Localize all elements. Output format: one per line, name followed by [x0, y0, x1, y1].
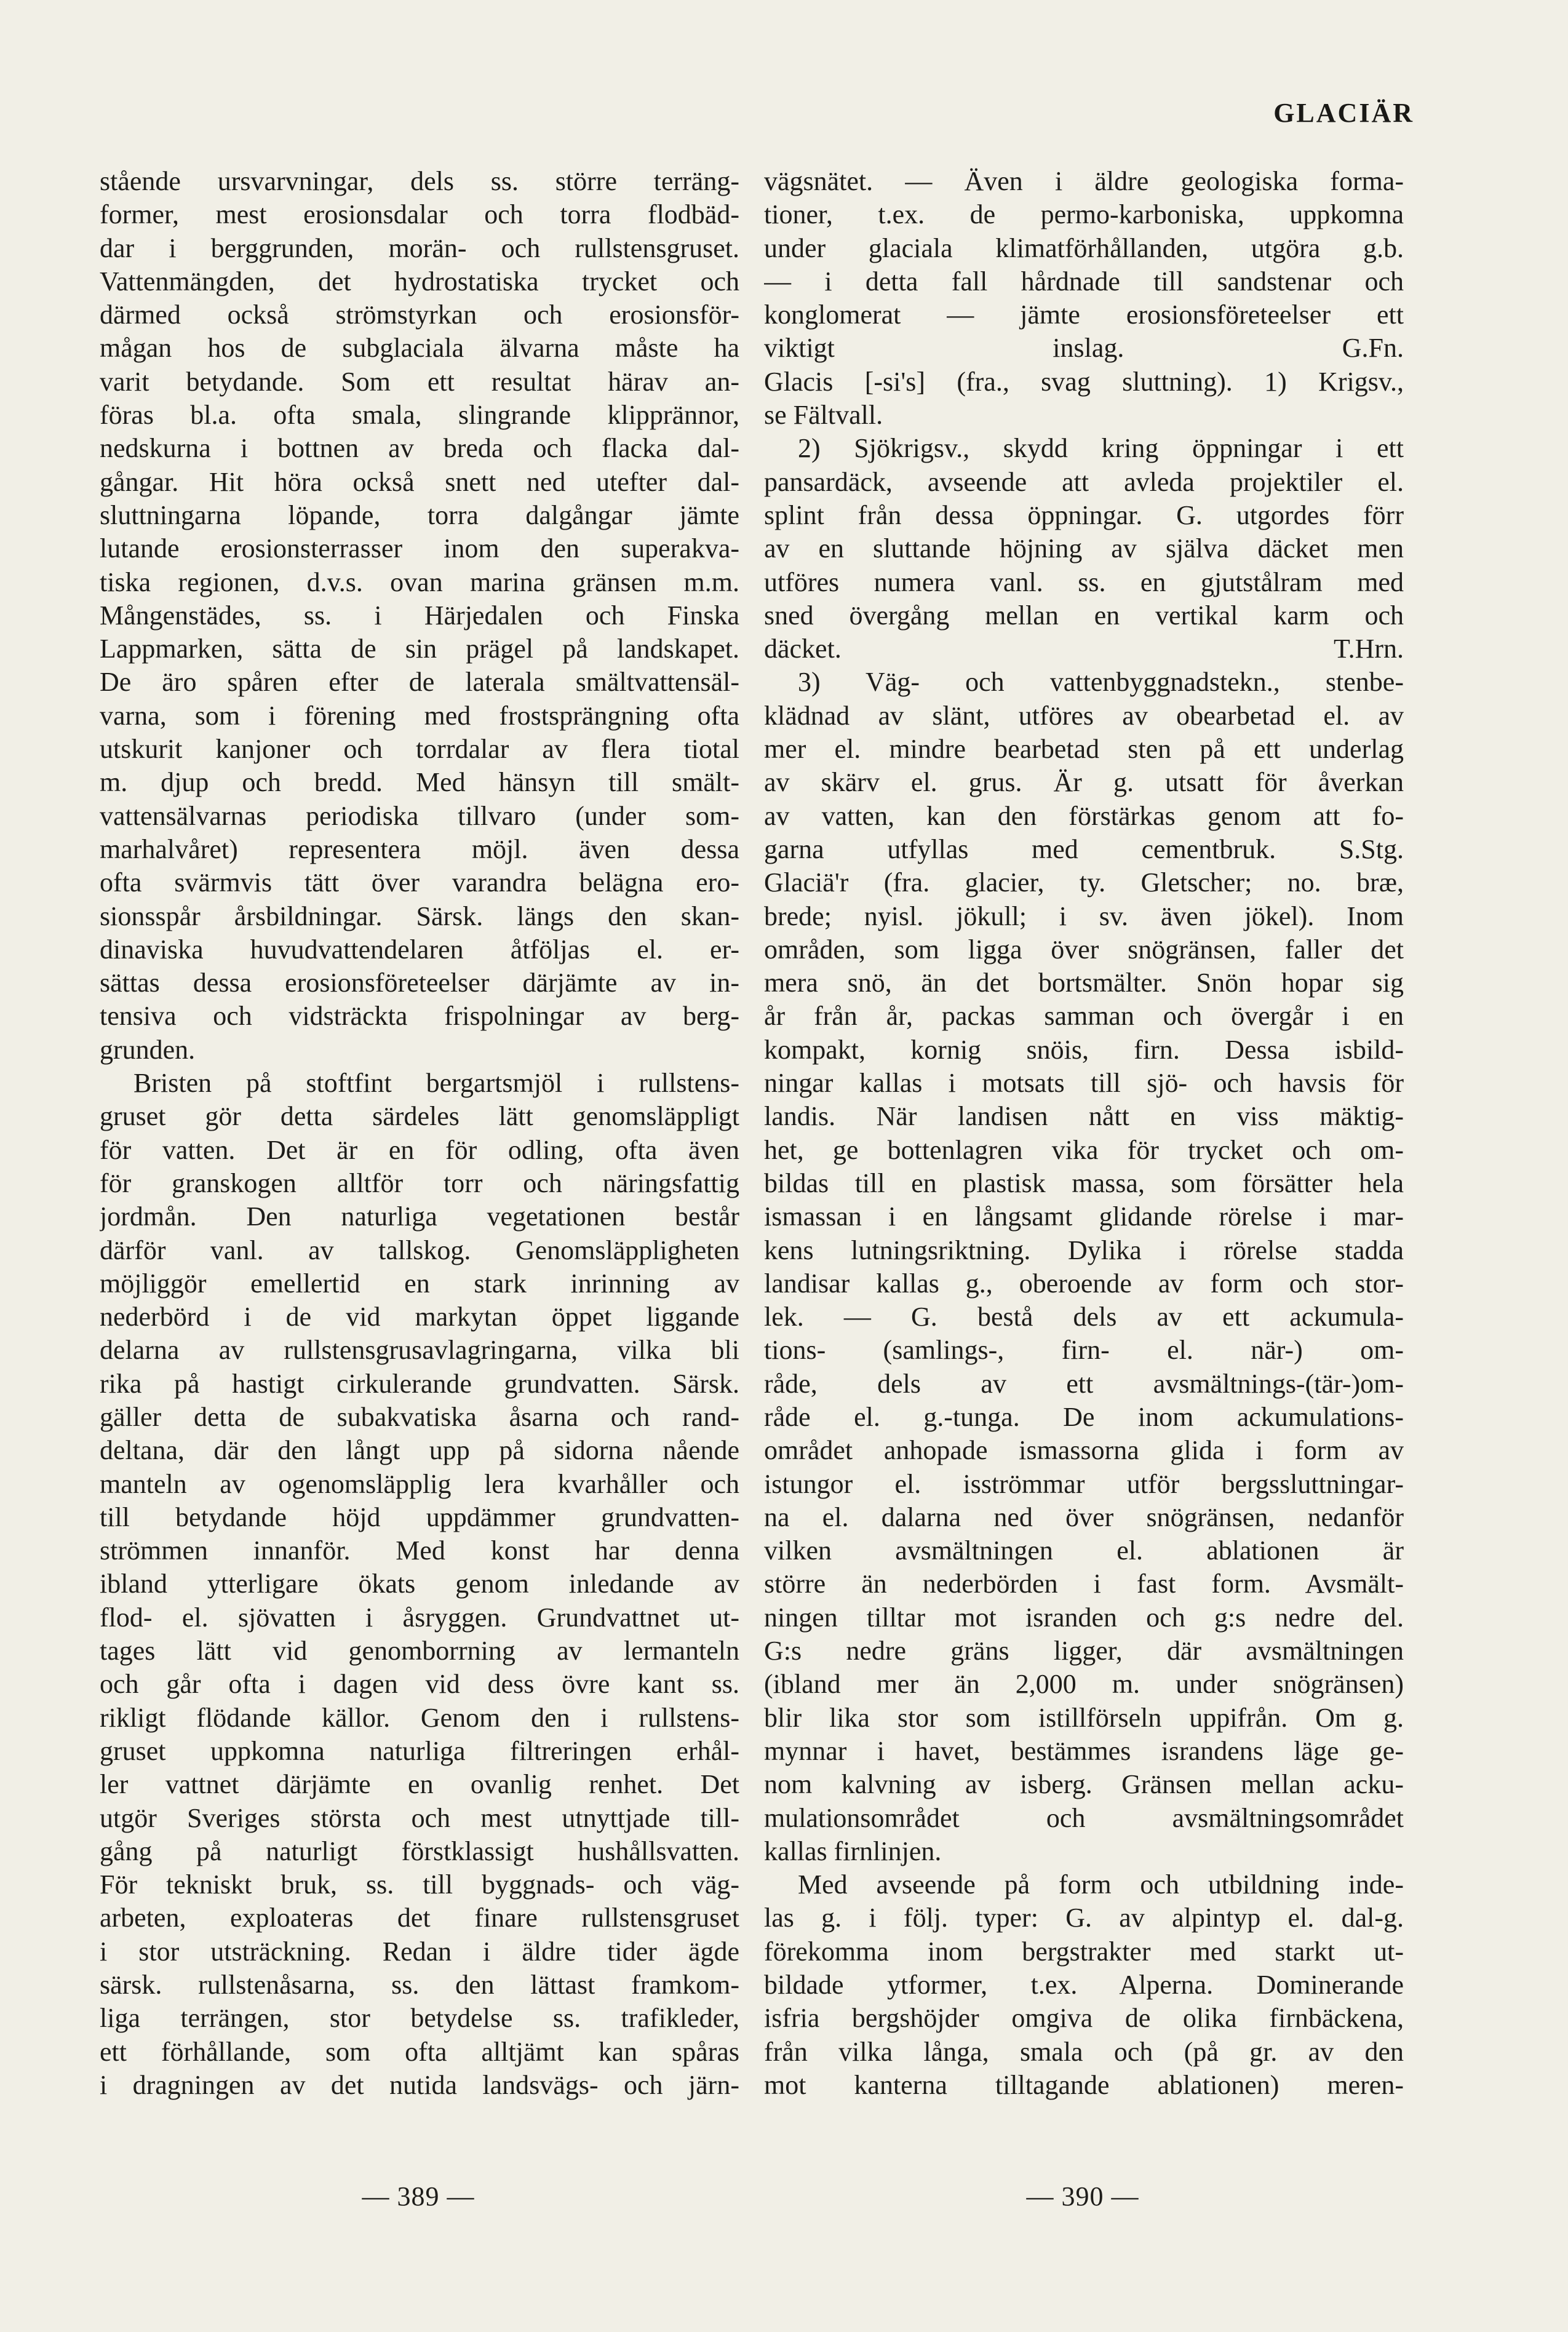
- text-line: råde el. g.-tunga. De inom ackumulations-: [764, 1401, 1404, 1432]
- text-line: bildade ytformer, t.ex. Alperna. Dominerande: [764, 1970, 1404, 2000]
- text-line: utföres numera vanl. ss. en gjutstålram med: [764, 567, 1404, 597]
- text-line: större än nederbörden i fast form. Avsmält-: [764, 1569, 1404, 1599]
- right-column: [764, 165, 1404, 2102]
- text-line: nederbörd i de vid markytan öppet liggande: [100, 1302, 739, 1332]
- text-line: från vilka långa, smala och (på gr. av den: [764, 2036, 1404, 2067]
- text-line: kompakt, kornig snöis, firn. Dessa isbild-: [764, 1034, 1404, 1065]
- text-line: under glaciala klimatförhållanden, utgöra g.b.: [764, 233, 1404, 263]
- text-line: garna utfyllas med cementbruk. S.Stg.: [764, 834, 1404, 864]
- text-line: na el. dalarna ned över snögränsen, nedanför: [764, 1502, 1404, 1532]
- text-line: arbeten, exploateras det finare rullstensgruset: [100, 1903, 739, 1933]
- text-line: gruset gör detta särdeles lätt genomsläppligt: [100, 1101, 739, 1132]
- text-line: rikligt flödande källor. Genom den i rullstens-: [100, 1702, 739, 1733]
- text-line: ismassan i en långsamt glidande rörelse i mar-: [764, 1201, 1404, 1232]
- text-line: (ibland mer än 2,000 m. under snögränsen): [764, 1669, 1404, 1700]
- text-line: däcket. T.Hrn.: [764, 634, 1404, 664]
- text-line: Glacis [-si's] (fra., svag sluttning). 1) Krigsv.,: [764, 366, 1404, 397]
- text-line: nedskurna i bottnen av breda och flacka dal-: [100, 433, 739, 464]
- text-line: varna, som i förening med frostsprängning ofta: [100, 700, 739, 731]
- text-line: råde, dels av ett avsmältnings-(tär-)om-: [764, 1368, 1404, 1399]
- text-line: deltana, där den långt upp på sidorna nående: [100, 1435, 739, 1466]
- text-line: sluttningarna löpande, torra dalgångar jämte: [100, 499, 739, 530]
- text-line: klädnad av slänt, utföres av obearbetad el. av: [764, 700, 1404, 731]
- text-line: mågan hos de subglaciala älvarna måste ha: [100, 333, 739, 364]
- text-line: pansardäck, avseende att avleda projektiler el.: [764, 466, 1404, 497]
- text-line: sned övergång mellan en vertikal karm och: [764, 600, 1404, 631]
- text-line: varit betydande. Som ett resultat härav an-: [100, 366, 739, 397]
- text-line: istungor el. isströmmar utför bergssluttningar-: [764, 1468, 1404, 1499]
- page-number-right: — 390 —: [1026, 2181, 1139, 2211]
- text-line: tions- (samlings-, firn- el. när-) om-: [764, 1335, 1404, 1366]
- text-line: vattensälvarnas periodiska tillvaro (under som-: [100, 800, 739, 831]
- text-line: gäller detta de subakvatiska åsarna och rand-: [100, 1401, 739, 1432]
- text-line: former, mest erosionsdalar och torra flodbäd-: [100, 199, 739, 230]
- text-line: lutande erosionsterrasser inom den superakva-: [100, 533, 739, 564]
- text-line: utgör Sveriges största och mest utnyttjade till-: [100, 1802, 739, 1833]
- text-line: områden, som ligga över snögränsen, faller det: [764, 934, 1404, 965]
- text-line: jordmån. Den naturliga vegetationen består: [100, 1201, 739, 1232]
- text-line: kens lutningsriktning. Dylika i rörelse stadda: [764, 1235, 1404, 1265]
- text-line: se Fältvall.: [764, 400, 883, 431]
- text-line: splint från dessa öppningar. G. utgordes förr: [764, 499, 1404, 530]
- text-line: las g. i följ. typer: G. av alpintyp el. dal-g.: [764, 1903, 1404, 1933]
- text-line: delarna av rullstensgrusavlagringarna, vilka bli: [100, 1335, 739, 1366]
- text-line: landisar kallas g., oberoende av form och stor-: [764, 1268, 1404, 1299]
- text-line: Lappmarken, sätta de sin prägel på landskapet.: [100, 634, 739, 664]
- text-line: förekomma inom bergstrakter med starkt ut-: [764, 1936, 1404, 1967]
- text-line: blir lika stor som istillförseln uppifrån. Om g.: [764, 1702, 1404, 1733]
- text-line: viktigt inslag. G.Fn.: [764, 333, 1404, 364]
- text-line: tensiva och vidsträckta frispolningar av berg-: [100, 1001, 739, 1032]
- text-line: 3) Väg- och vattenbyggnadstekn., stenbe-: [798, 667, 1404, 698]
- text-line: gångar. Hit höra också snett ned utefter dal-: [100, 466, 739, 497]
- text-line: av skärv el. grus. Är g. utsatt för åverkan: [764, 767, 1404, 798]
- text-line: kallas firnlinjen.: [764, 1836, 942, 1866]
- text-line: för vatten. Det är en för odling, ofta även: [100, 1134, 739, 1165]
- text-line: vilken avsmältningen el. ablationen är: [764, 1535, 1404, 1566]
- left-column: [100, 165, 739, 2102]
- text-line: särsk. rullstenåsarna, ss. den lättast framkom-: [100, 1970, 739, 2000]
- text-line: flod- el. sjövatten i åsryggen. Grundvattnet ut-: [100, 1602, 739, 1633]
- running-head: GLACIÄR: [1273, 98, 1414, 128]
- text-line: utskurit kanjoner och torrdalar av flera tiotal: [100, 734, 739, 765]
- text-line: sionsspår årsbildningar. Särsk. längs den skan-: [100, 901, 739, 931]
- text-line: G:s nedre gräns ligger, där avsmältningen: [764, 1636, 1404, 1666]
- text-line: grunden.: [100, 1034, 196, 1065]
- text-line: rika på hastigt cirkulerande grundvatten. Särsk.: [100, 1368, 739, 1399]
- text-line: mynnar i havet, bestämmes israndens läge ge-: [764, 1735, 1404, 1766]
- text-line: tiska regionen, d.v.s. ovan marina gränsen m.m.: [100, 567, 739, 597]
- text-line: Glaciä'r (fra. glacier, ty. Gletscher; no. bræ,: [764, 867, 1404, 898]
- text-line: för granskogen alltför torr och näringsfattig: [100, 1168, 739, 1198]
- text-line: ler vattnet därjämte en ovanlig renhet. Det: [100, 1769, 739, 1800]
- text-line: nom kalvning av isberg. Gränsen mellan acku-: [764, 1769, 1404, 1800]
- text-line: ningen tilltar mot isranden och g:s nedre del.: [764, 1602, 1404, 1633]
- text-line: området anhopade ismassorna glida i form av: [764, 1435, 1404, 1466]
- page-number-left: — 389 —: [362, 2181, 475, 2211]
- text-line: Vattenmängden, det hydrostatiska trycket och: [100, 266, 739, 296]
- text-line: lek. — G. bestå dels av ett ackumula-: [764, 1302, 1404, 1332]
- text-line: — i detta fall hårdnade till sandstenar och: [764, 266, 1404, 296]
- text-line: Med avseende på form och utbildning inde-: [798, 1869, 1404, 1900]
- text-line: Bristen på stoftfint bergartsmjöl i rullstens-: [133, 1068, 739, 1099]
- text-line: strömmen innanför. Med konst har denna: [100, 1535, 739, 1566]
- text-line: marhalvåret) representera möjl. även dessa: [100, 834, 739, 864]
- text-line: sättas dessa erosionsföreteelser därjämte av in-: [100, 968, 739, 998]
- text-line: manteln av ogenomsläpplig lera kvarhåller och: [100, 1468, 739, 1499]
- text-line: Mångenstädes, ss. i Härjedalen och Finska: [100, 600, 739, 631]
- text-line: mot kanterna tilltagande ablationen) meren-: [764, 2069, 1404, 2100]
- text-line: gång på naturligt förstklassigt hushållsvatten.: [100, 1836, 739, 1866]
- text-line: het, ge bottenlagren vika för trycket och om-: [764, 1134, 1404, 1165]
- text-line: i dragningen av det nutida landsvägs- och järn-: [100, 2069, 739, 2100]
- text-line: De äro spåren efter de laterala smältvattensäl-: [100, 667, 739, 698]
- text-line: år från år, packas samman och övergår i en: [764, 1001, 1404, 1032]
- text-line: bildas till en plastisk massa, som försätter hela: [764, 1168, 1404, 1198]
- text-line: m. djup och bredd. Med hänsyn till smält-: [100, 767, 739, 798]
- text-line: landis. När landisen nått en viss mäktig-: [764, 1101, 1404, 1132]
- text-line: ningar kallas i motsats till sjö- och havsis för: [764, 1068, 1404, 1099]
- text-line: och går ofta i dagen vid dess övre kant ss.: [100, 1669, 739, 1700]
- text-line: vägsnätet. — Även i äldre geologiska forma-: [764, 166, 1404, 196]
- text-line: mer el. mindre bearbetad sten på ett underlag: [764, 734, 1404, 765]
- text-line: dinaviska huvudvattendelaren åtföljas el. er-: [100, 934, 739, 965]
- text-line: möjliggör emellertid en stark inrinning av: [100, 1268, 739, 1299]
- text-line: För tekniskt bruk, ss. till byggnads- och väg-: [100, 1869, 739, 1900]
- text-line: mulationsområdet och avsmältningsområdet: [764, 1802, 1404, 1833]
- text-line: 2) Sjökrigsv., skydd kring öppningar i ett: [798, 433, 1404, 464]
- text-line: dar i berggrunden, morän- och rullstensgruset.: [100, 233, 739, 263]
- text-line: gruset uppkomna naturliga filtreringen erhål-: [100, 1735, 739, 1766]
- text-line: mera snö, än det bortsmälter. Snön hopar sig: [764, 968, 1404, 998]
- text-line: därmed också strömstyrkan och erosionsför-: [100, 300, 739, 330]
- text-line: ofta svärmvis tätt över varandra belägna ero-: [100, 867, 739, 898]
- text-line: ibland ytterligare ökats genom inledande av: [100, 1569, 739, 1599]
- text-line: föras bl.a. ofta smala, slingrande klipprännor,: [100, 400, 739, 431]
- text-line: liga terrängen, stor betydelse ss. trafikleder,: [100, 2003, 739, 2034]
- text-line: isfria bergshöjder omgiva de olika firnbäckena,: [764, 2003, 1404, 2034]
- text-line: av en sluttande höjning av själva däcket men: [764, 533, 1404, 564]
- text-line: av vatten, kan den förstärkas genom att fo-: [764, 800, 1404, 831]
- text-line: därför vanl. av tallskog. Genomsläppligheten: [100, 1235, 739, 1265]
- text-line: i stor utsträckning. Redan i äldre tider ägde: [100, 1936, 739, 1967]
- text-line: ett förhållande, som ofta alltjämt kan spåras: [100, 2036, 739, 2067]
- text-line: stående ursvarvningar, dels ss. större terräng-: [100, 166, 739, 196]
- text-line: till betydande höjd uppdämmer grundvatten-: [100, 1502, 739, 1532]
- text-line: brede; nyisl. jökull; i sv. även jökel). Inom: [764, 901, 1404, 931]
- text-line: konglomerat — jämte erosionsföreteelser ett: [764, 300, 1404, 330]
- text-line: tages lätt vid genomborrning av lermanteln: [100, 1636, 739, 1666]
- text-line: tioner, t.ex. de permo-karboniska, uppkomna: [764, 199, 1404, 230]
